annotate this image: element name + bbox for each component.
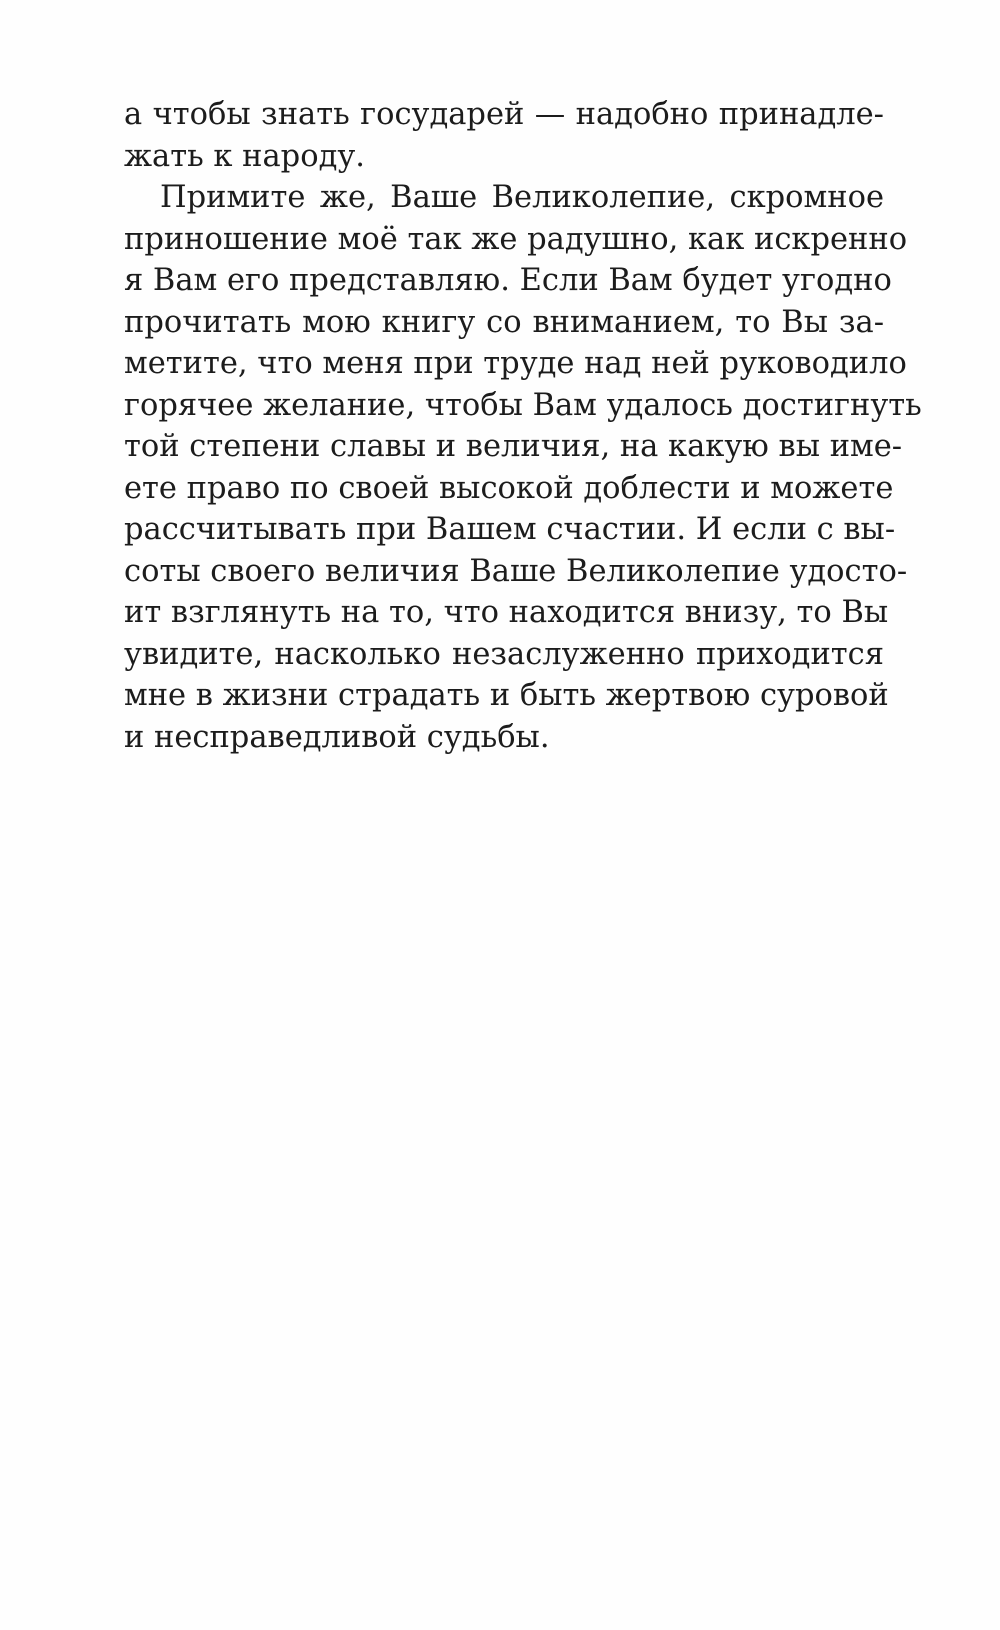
text-line: горячее желание, чтобы Вам удалось достигнуть — [124, 387, 922, 423]
text-line: мне в жизни страдать и быть жертвою суровой — [124, 678, 889, 713]
text-line: увидите, насколько незаслуженно приходится — [124, 636, 884, 672]
text-line: соты своего величия Ваше Великолепие удосто- — [124, 553, 908, 589]
text-line: ете право по своей высокой доблести и можете — [124, 470, 894, 506]
text-line: жать к народу. — [124, 138, 365, 174]
text-line: Примите же, Ваше Великолепие, скромное — [160, 180, 884, 215]
text-line: рассчитывать при Вашем счастии. И если с вы- — [124, 512, 896, 547]
text-line: и несправедливой судьбы. — [124, 719, 550, 755]
text-line: ит взглянуть на то, что находится внизу, то Вы — [124, 595, 889, 630]
text-line: прочитать мою книгу со вниманием, то Вы за- — [124, 304, 884, 340]
text-line: а чтобы знать государей — надобно принадле- — [124, 97, 884, 132]
paragraph — [124, 94, 884, 177]
text-line: я Вам его представляю. Если Вам будет угодно — [124, 263, 892, 298]
paragraph — [124, 177, 922, 758]
text-line: метите, что меня при труде над ней руководило — [124, 346, 907, 381]
text-line: той степени славы и величия, на какую вы име- — [124, 429, 903, 464]
text-line: приношение моё так же радушно, как искренно — [124, 221, 908, 257]
body-text — [124, 94, 922, 758]
